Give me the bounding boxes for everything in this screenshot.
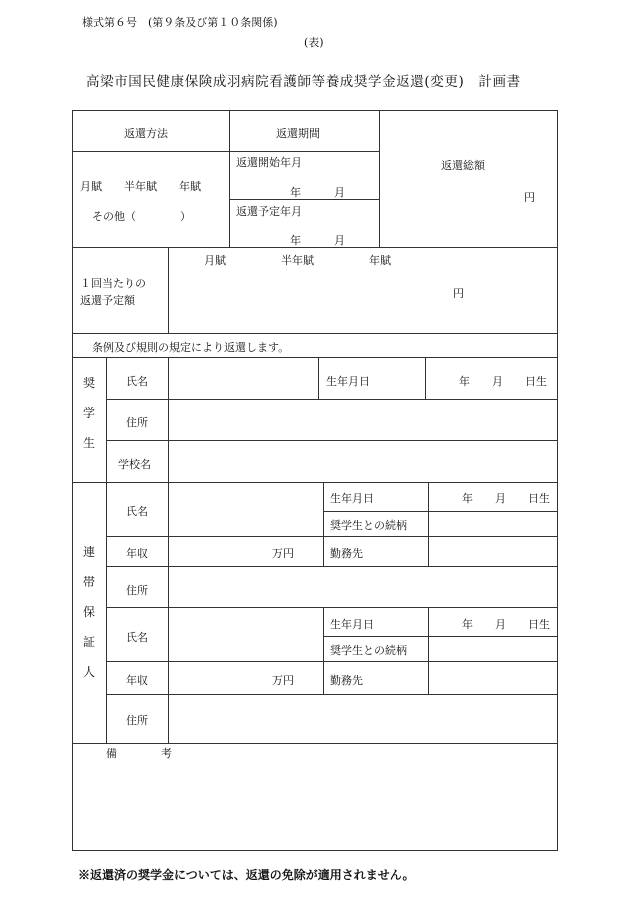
guarantor1-work-field[interactable] xyxy=(430,537,556,565)
guarantor1-income-unit: 万円 xyxy=(272,547,294,560)
guarantor2-relation-field[interactable] xyxy=(430,637,556,660)
per-time-options: 月賦 半年賦 年賦 xyxy=(204,254,391,267)
total-label: 返還総額 xyxy=(441,159,485,172)
guarantor2-relation-label: 奨学生との続柄 xyxy=(330,644,407,657)
remarks-field[interactable] xyxy=(74,762,556,848)
end-label: 返還予定年月 xyxy=(236,205,302,218)
guarantor-section-label xyxy=(72,537,106,687)
guarantor1-name-label: 氏名 xyxy=(126,505,148,518)
footnote: ※返還済の奨学金については、返還の免除が適用されません。 xyxy=(78,868,415,882)
guarantor1-birth-label: 生年月日 xyxy=(330,492,374,505)
guarantor-label-char: 人 xyxy=(82,665,95,679)
guarantor-label-char: 保 xyxy=(82,605,95,619)
guarantor2-income-unit: 万円 xyxy=(272,674,294,687)
student-name-field[interactable] xyxy=(170,358,317,398)
start-value: 年 月 xyxy=(290,186,345,199)
guarantor-label-char: 連 xyxy=(82,545,95,559)
page-title: 高梁市国民健康保険成羽病院看護師等養成奨学金返還(変更) 計画書 xyxy=(86,74,521,90)
per-time-label-2: 返還予定額 xyxy=(80,294,135,307)
student-school-field[interactable] xyxy=(170,441,556,481)
method-options: 月賦 半年賦 年賦 xyxy=(80,180,201,193)
guarantor2-name-label: 氏名 xyxy=(126,631,148,644)
method-other: その他（ ） xyxy=(92,210,191,223)
guarantor2-address-label: 住所 xyxy=(126,714,148,727)
guarantor2-work-field[interactable] xyxy=(430,662,556,693)
end-value: 年 月 xyxy=(290,234,345,247)
student-label-char: 学 xyxy=(82,406,95,420)
student-address-field[interactable] xyxy=(170,400,556,439)
guarantor1-address-label: 住所 xyxy=(126,584,148,597)
student-school-label: 学校名 xyxy=(118,458,151,471)
method-header: 返還方法 xyxy=(124,127,168,140)
guarantor1-income-label: 年収 xyxy=(126,547,148,560)
guarantor2-work-label: 勤務先 xyxy=(330,674,363,687)
form-number: 様式第６号 (第９条及び第１０条関係) xyxy=(82,16,278,29)
per-time-unit: 円 xyxy=(453,287,464,300)
student-birth-label: 生年月日 xyxy=(326,375,370,388)
student-name-label: 氏名 xyxy=(126,375,148,388)
period-header: 返還期間 xyxy=(276,127,320,140)
repayment-statement: 条例及び規則の規定により返還します。 xyxy=(92,341,290,354)
student-address-label: 住所 xyxy=(126,416,148,429)
per-time-label-1: １回当たりの xyxy=(80,277,146,290)
guarantor2-income-label: 年収 xyxy=(126,674,148,687)
side-label: (表) xyxy=(304,36,324,49)
guarantor1-relation-label: 奨学生との続柄 xyxy=(330,519,407,532)
guarantor-label-char: 帯 xyxy=(82,575,95,589)
guarantor2-address-field[interactable] xyxy=(170,695,556,742)
student-label-char: 生 xyxy=(82,436,95,450)
guarantor1-address-field[interactable] xyxy=(170,567,556,606)
guarantor1-birth-value[interactable]: 年 月 日生 xyxy=(462,492,550,505)
guarantor2-name-field[interactable] xyxy=(170,608,322,660)
student-section-label xyxy=(72,368,106,458)
total-unit: 円 xyxy=(524,191,535,204)
guarantor2-birth-value[interactable]: 年 月 日生 xyxy=(462,618,550,631)
start-label: 返還開始年月 xyxy=(236,156,302,169)
guarantor-label-char: 証 xyxy=(82,635,95,649)
guarantor1-relation-field[interactable] xyxy=(430,512,556,535)
student-birth-value[interactable]: 年 月 日生 xyxy=(459,375,547,388)
student-label-char: 奨 xyxy=(82,376,95,390)
remarks-label: 備 考 xyxy=(106,747,172,760)
guarantor1-name-field[interactable] xyxy=(170,483,322,535)
guarantor1-work-label: 勤務先 xyxy=(330,547,363,560)
guarantor2-birth-label: 生年月日 xyxy=(330,618,374,631)
